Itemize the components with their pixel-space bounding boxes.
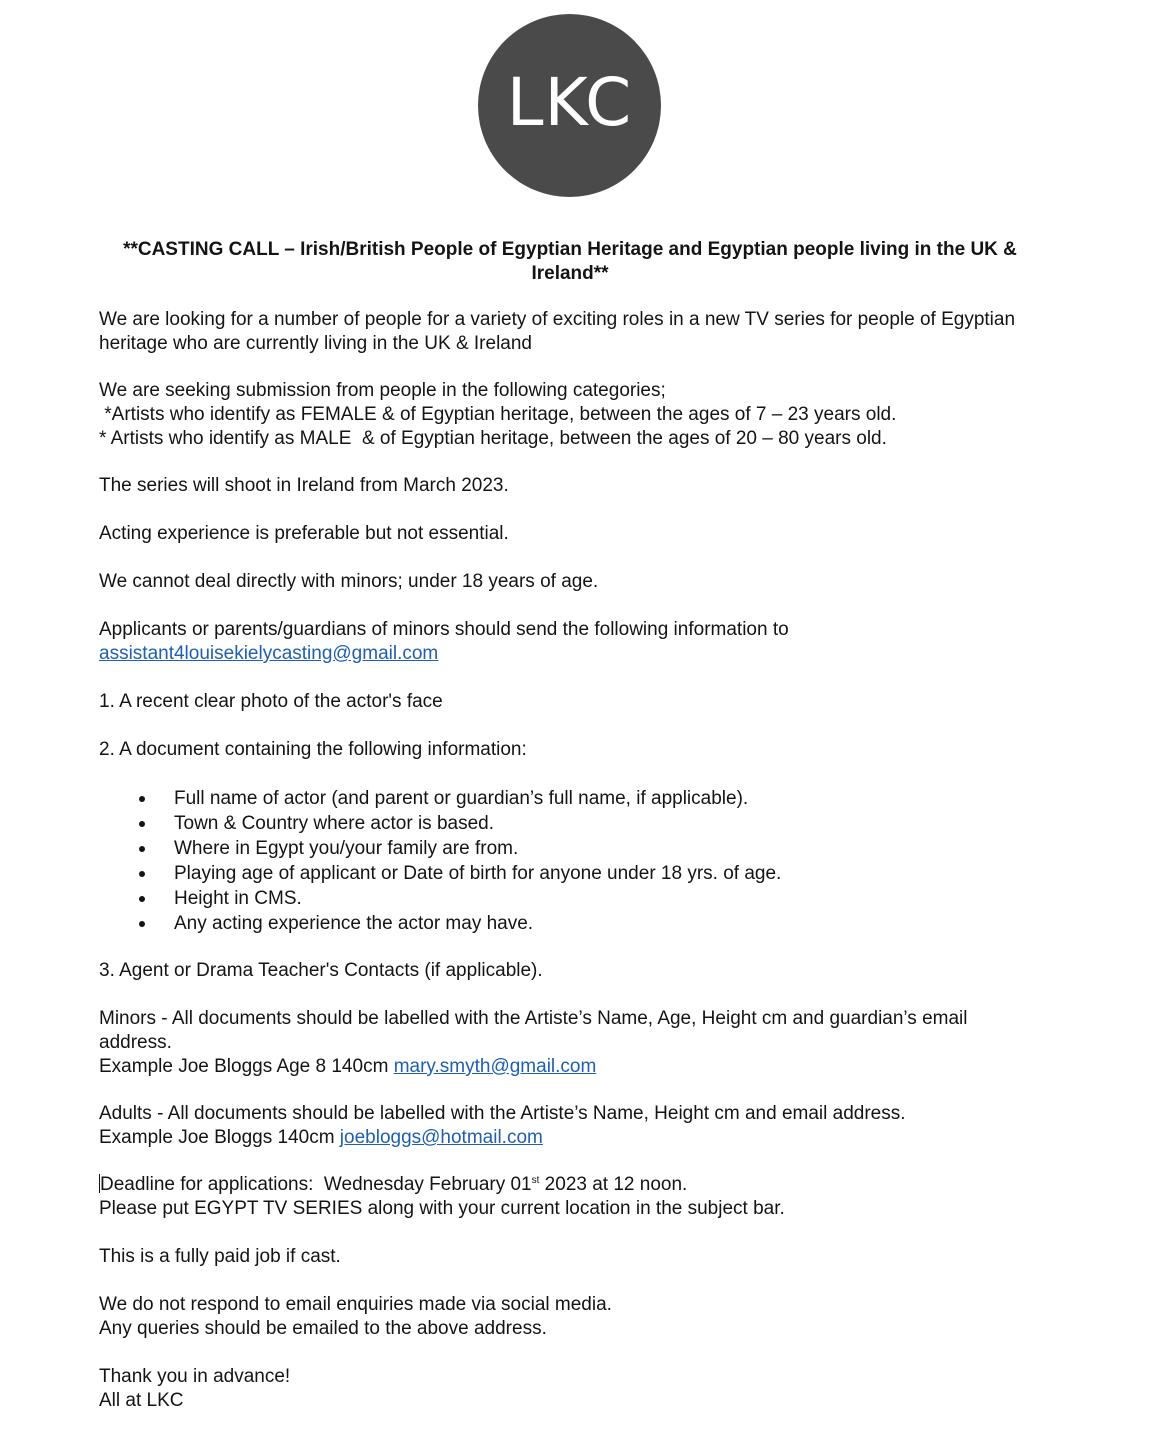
bullet-text: Playing age of applicant or Date of birth for anyone under 18 yrs. of age. <box>174 863 782 884</box>
intro-paragraph: We are looking for a number of people for a variety of exciting roles in a new TV series for people of Egyptian heritage who are currently living in the UK & Ireland <box>99 309 1016 354</box>
bullet-text: Where in Egypt you/your family are from. <box>174 838 519 859</box>
social-note: We do not respond to email enquiries made via social media. <box>99 1294 612 1315</box>
list-item <box>99 861 1099 886</box>
minors-note: We cannot deal directly with minors; under 18 years of age. <box>99 571 599 592</box>
apply-text: Applicants or parents/guardians of minors should send the following information to <box>99 619 789 640</box>
step-3: 3. Agent or Drama Teacher's Contacts (if applicable). <box>99 960 543 981</box>
bullet-icon <box>139 796 145 802</box>
bullet-icon <box>139 871 145 877</box>
bullet-icon <box>139 896 145 902</box>
step-2: 2. A document containing the following information: <box>99 739 527 760</box>
step-1: 1. A recent clear photo of the actor's face <box>99 691 443 712</box>
bullet-icon <box>139 921 145 927</box>
bullet-icon <box>139 821 145 827</box>
list-item <box>99 836 1099 861</box>
list-item <box>99 811 1099 836</box>
bullet-text: Full name of actor (and parent or guardian’s full name, if applicable). <box>174 788 749 809</box>
list-item <box>99 911 1099 936</box>
deadline-rest: 2023 at 12 noon. <box>539 1174 688 1195</box>
bullet-text: Height in CMS. <box>174 888 302 909</box>
bullet-text: Town & Country where actor is based. <box>174 813 494 834</box>
adults-example-email-link[interactable]: joebloggs@hotmail.com <box>339 1127 543 1148</box>
bullet-icon <box>139 846 145 852</box>
category-female: *Artists who identify as FEMALE & of Egyptian heritage, between the ages of 7 – 23 years old. <box>99 404 897 425</box>
minors-example <box>99 1055 1099 1079</box>
adults-example <box>99 1126 1099 1150</box>
lkc-logo <box>478 14 661 197</box>
deadline-ordinal: st <box>531 1175 540 1186</box>
logo-text: LKC <box>506 64 633 141</box>
casting-call-title: **CASTING CALL – Irish/British People of Egyptian Heritage and Egyptian people living in the UK & Ireland** <box>123 239 1017 284</box>
minors-example-email-link[interactable]: mary.smyth@gmail.com <box>393 1056 597 1077</box>
document-body <box>99 308 1099 1413</box>
adults-instructions: Adults - All documents should be labelled with the Artiste’s Name, Height cm and email address. <box>99 1103 906 1124</box>
deadline-text: Deadline for applications: Wednesday February 01 <box>100 1174 532 1195</box>
apply-email-link[interactable]: assistant4louisekielycasting@gmail.com <box>99 643 439 664</box>
deadline <box>99 1173 1099 1197</box>
category-male: * Artists who identify as MALE & of Egyptian heritage, between the ages of 20 – 80 years old. <box>99 428 887 449</box>
list-item <box>99 886 1099 911</box>
minors-example-text: Example Joe Bloggs Age 8 140cm <box>99 1056 394 1077</box>
subject-instructions: Please put EGYPT TV SERIES along with your current location in the subject bar. <box>99 1198 785 1219</box>
categories-heading: We are seeking submission from people in the following categories; <box>99 380 666 401</box>
info-bullet-list <box>99 786 1099 936</box>
shoot-info: The series will shoot in Ireland from March 2023. <box>99 475 509 496</box>
paid-note: This is a fully paid job if cast. <box>99 1246 341 1267</box>
signoff: All at LKC <box>99 1390 184 1411</box>
experience-info: Acting experience is preferable but not essential. <box>99 523 509 544</box>
queries-note: Any queries should be emailed to the above address. <box>99 1318 547 1339</box>
bullet-text: Any acting experience the actor may have. <box>174 913 534 934</box>
list-item <box>99 786 1099 811</box>
adults-example-text: Example Joe Bloggs 140cm <box>99 1127 340 1148</box>
minors-instructions: Minors - All documents should be labelled with the Artiste’s Name, Age, Height cm and guardian’s email address. <box>99 1008 968 1053</box>
thanks: Thank you in advance! <box>99 1366 291 1387</box>
